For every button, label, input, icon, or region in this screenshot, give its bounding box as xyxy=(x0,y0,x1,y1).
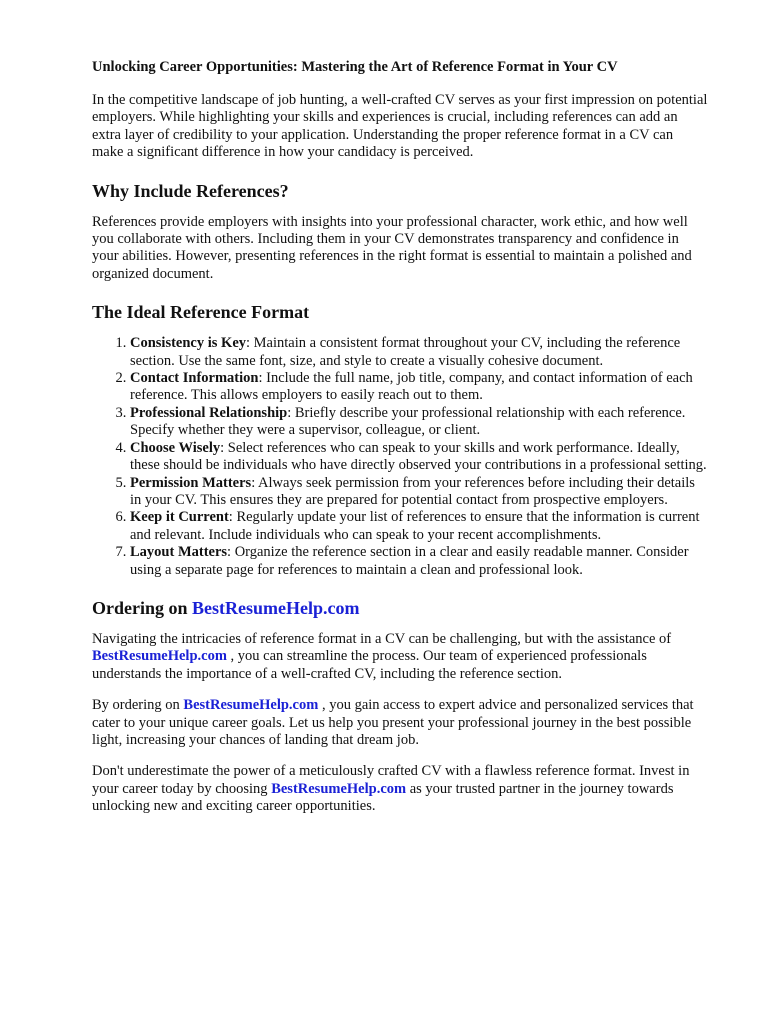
list-item xyxy=(130,335,708,370)
list-item xyxy=(130,544,708,579)
bestresumehelp-link-2[interactable]: BestResumeHelp.com xyxy=(183,697,319,714)
ordering-p1-before: Navigating the intricacies of reference format in a CV can be challenging, but with the assistance of xyxy=(92,630,672,647)
list-item-text: : Regularly update your list of references to ensure that the information is current and relevant. Include individuals who can speak to your recent accomplishments. xyxy=(130,509,700,543)
bestresumehelp-link-1[interactable]: BestResumeHelp.com xyxy=(92,648,227,665)
ordering-paragraph-3 xyxy=(92,763,708,815)
list-item-lead: Professional Relationship xyxy=(130,404,288,421)
reference-format-list xyxy=(92,335,708,579)
intro-paragraph: In the competitive landscape of job hunting, a well-crafted CV serves as your first impression on potential employers. While highlighting your skills and experiences is crucial, including references can add an extra layer of credibility to your application. Understanding the proper reference format in a CV can make a significant difference in how your candidacy is perceived. xyxy=(92,92,708,161)
ordering-p2-before: By ordering on xyxy=(92,697,184,714)
list-item xyxy=(130,475,708,510)
ordering-heading-prefix: Ordering on xyxy=(92,597,193,618)
list-item xyxy=(130,370,708,405)
section-heading-ideal-format: The Ideal Reference Format xyxy=(92,302,310,323)
ordering-paragraph-2 xyxy=(92,697,708,749)
list-item-text: : Always seek permission from your references before including their details in your CV. This ensures they are prepared for potential contact from prospective employers. xyxy=(130,474,695,508)
list-item-lead: Consistency is Key xyxy=(130,335,246,352)
section-heading-ordering xyxy=(92,597,708,619)
list-item-text: : Maintain a consistent format throughout your CV, including the reference section. Use the same font, size, and style to create a visually cohesive document. xyxy=(130,335,681,369)
list-item-lead: Layout Matters xyxy=(130,544,228,561)
list-item xyxy=(130,509,708,544)
list-item-text: : Organize the reference section in a clear and easily readable manner. Consider using a separate page for references to maintain a clean and professional look. xyxy=(130,544,689,578)
document-title: Unlocking Career Opportunities: Mastering the Art of Reference Format in Your CV xyxy=(92,59,618,75)
ordering-p3-after: as your trusted partner in the journey towards unlocking new and exciting career opportunities. xyxy=(92,780,674,815)
ordering-p2-after: , you gain access to expert advice and personalized services that cater to your unique career goals. Let us help you present your professional journey in the best possible light, increasing your chances of landing that dream job. xyxy=(92,697,694,748)
list-item-text: : Select references who can speak to your skills and work performance. Ideally, these should be individuals who have directly observed your contributions in a professional setting. xyxy=(130,439,707,474)
list-item-text: : Include the full name, job title, company, and contact information of each reference. This allows employers to easily reach out to them. xyxy=(130,370,693,404)
list-item-text: : Briefly describe your professional relationship with each reference. Specify whether they were a supervisor, colleague, or client. xyxy=(130,404,686,439)
list-item-lead: Contact Information xyxy=(130,370,259,387)
list-item-lead: Choose Wisely xyxy=(130,439,221,456)
list-item-lead: Keep it Current xyxy=(130,509,229,526)
bestresumehelp-heading-link[interactable]: BestResumeHelp.com xyxy=(192,597,360,618)
list-item xyxy=(130,440,708,475)
bestresumehelp-link-3[interactable]: BestResumeHelp.com xyxy=(271,780,407,797)
list-item xyxy=(130,405,708,440)
list-item-lead: Permission Matters xyxy=(130,474,252,491)
ordering-paragraph-1 xyxy=(92,631,708,683)
why-references-paragraph: References provide employers with insights into your professional character, work ethic, and how well you collaborate with others. Including them in your CV demonstrates transparency and confidence in your abilities. However, presenting references in the right format is essential to maintain a polished and organized document. xyxy=(92,213,692,282)
ordering-p1-after: , you can streamline the process. Our team of experienced professionals understands the importance of a well-crafted CV, including the reference section. xyxy=(92,648,647,682)
section-heading-why-references: Why Include References? xyxy=(92,180,289,201)
ordering-p3-before: Don't underestimate the power of a meticulously crafted CV with a flawless reference format. Invest in your career today by choosing xyxy=(92,763,690,797)
